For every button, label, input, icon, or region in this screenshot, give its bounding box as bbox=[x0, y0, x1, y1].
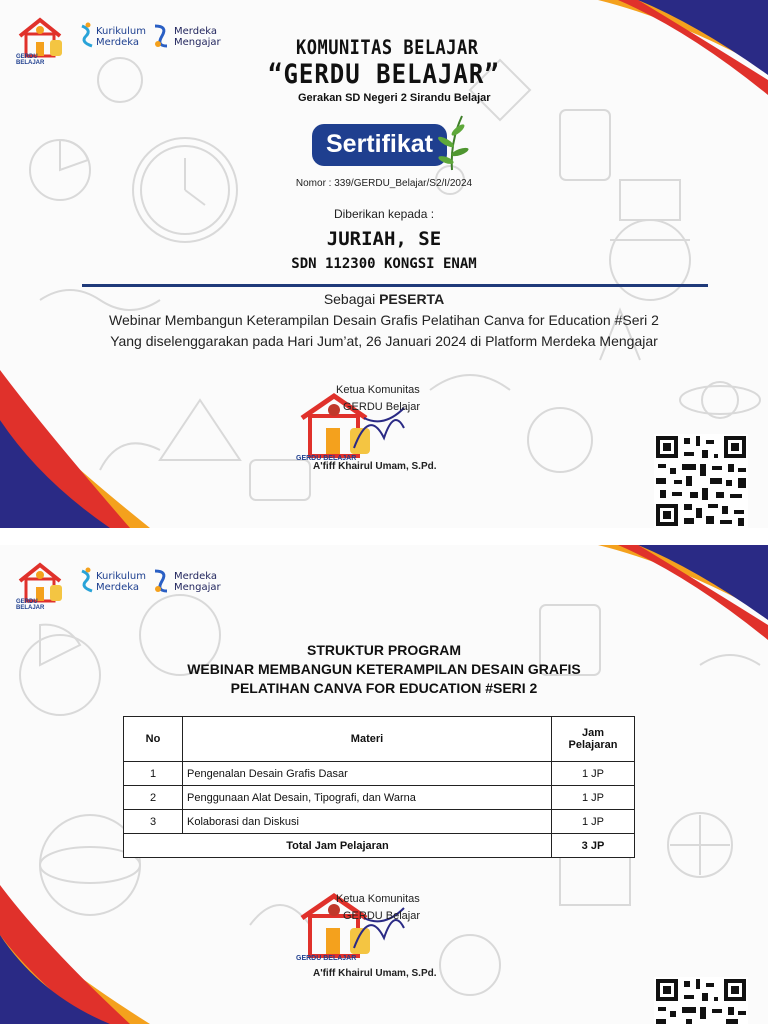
col-jp-header bbox=[552, 717, 635, 762]
recipient-school: SDN 112300 KONGSI ENAM bbox=[291, 256, 477, 272]
col-materi-header: Materi bbox=[183, 717, 552, 762]
community-name: “GERDU BELAJAR” bbox=[268, 58, 500, 90]
certificate-number: Nomor : 339/GERDU_Belajar/S2/I/2024 bbox=[295, 178, 473, 189]
row-no: 2 bbox=[124, 786, 183, 810]
stamp-label: GERDU BELAJAR bbox=[296, 455, 357, 462]
program-table bbox=[123, 716, 635, 858]
bottom-left-swoosh-2 bbox=[0, 875, 150, 1024]
row-no: 1 bbox=[124, 762, 183, 786]
merdeka-label-2: Mengajar bbox=[174, 37, 221, 48]
col-no-header: No bbox=[124, 717, 183, 762]
recipient-name: JURIAH, SE bbox=[326, 228, 442, 250]
program-heading-1: STRUKTUR PROGRAM bbox=[307, 642, 461, 658]
table-row bbox=[124, 786, 635, 810]
row-jp: 1 JP bbox=[552, 786, 635, 810]
role-prefix: Sebagai bbox=[323, 291, 376, 307]
row-jp: 1 JP bbox=[552, 762, 635, 786]
row-materi: Kolaborasi dan Diskusi bbox=[183, 810, 552, 834]
row-jp: 1 JP bbox=[552, 810, 635, 834]
certificate-badge: Sertifikat bbox=[312, 124, 447, 166]
col-jp-header-1: Jam bbox=[581, 727, 605, 739]
total-label: Total Jam Pelajaran bbox=[124, 834, 552, 858]
table-total-row bbox=[124, 834, 635, 858]
kurikulum-label-1: Kurikulum bbox=[96, 26, 146, 37]
kurikulum-label-2b: Merdeka bbox=[96, 582, 139, 593]
merdeka-mengajar-icon-2 bbox=[152, 567, 170, 593]
divider-line bbox=[82, 284, 708, 287]
col-jp-header-2: Pelajaran bbox=[568, 739, 618, 751]
row-materi: Pengenalan Desain Grafis Dasar bbox=[183, 762, 552, 786]
kurikulum-label-1b: Kurikulum bbox=[96, 571, 146, 582]
merdeka-label-2b: Mengajar bbox=[174, 582, 221, 593]
total-value: 3 JP bbox=[552, 834, 635, 858]
kurikulum-merdeka-icon bbox=[78, 22, 96, 48]
signer-title-1: Ketua Komunitas bbox=[336, 384, 420, 396]
gerdu-logo-label: GERDU BELAJAR bbox=[16, 54, 45, 66]
leaf-icon bbox=[432, 112, 472, 172]
merdeka-label-1: Merdeka bbox=[174, 26, 217, 37]
program-heading-2: WEBINAR MEMBANGUN KETERAMPILAN DESAIN GRAFIS bbox=[187, 661, 581, 677]
table-header-row bbox=[124, 717, 635, 762]
given-to-label: Diberikan kepada : bbox=[333, 207, 435, 221]
row-no: 3 bbox=[124, 810, 183, 834]
row-materi: Penggunaan Alat Desain, Tipografi, dan Warna bbox=[183, 786, 552, 810]
table-row bbox=[124, 762, 635, 786]
table-row bbox=[124, 810, 635, 834]
community-label: KOMUNITAS BELAJAR bbox=[296, 36, 479, 60]
gerdu-logo-label-2: GERDU BELAJAR bbox=[16, 599, 45, 611]
kurikulum-label-2: Merdeka bbox=[96, 37, 139, 48]
role-line bbox=[0, 291, 768, 307]
signer-name-2: A'fiff Khairul Umam, S.Pd. bbox=[313, 968, 437, 979]
community-tagline: Gerakan SD Negeri 2 Sirandu Belajar bbox=[298, 92, 491, 104]
qr-code-icon-2 bbox=[654, 977, 748, 1024]
bottom-left-swoosh bbox=[0, 360, 150, 528]
page-gap bbox=[0, 528, 768, 545]
signer-name: A'fiff Khairul Umam, S.Pd. bbox=[313, 461, 437, 472]
signer-title-2b: GERDU Belajar bbox=[343, 910, 421, 922]
held-line: Yang diselenggarakan pada Hari Jum’at, 26 Januari 2024 di Platform Merdeka Mengajar bbox=[110, 333, 658, 349]
role: PESERTA bbox=[379, 291, 445, 307]
program-structure-page bbox=[0, 545, 768, 1024]
signer-title-1b: Ketua Komunitas bbox=[336, 893, 420, 905]
qr-code-icon bbox=[654, 434, 748, 528]
merdeka-label-1b: Merdeka bbox=[174, 571, 217, 582]
signer-title-2: GERDU Belajar bbox=[343, 401, 421, 413]
kurikulum-merdeka-icon-2 bbox=[78, 567, 96, 593]
merdeka-mengajar-icon bbox=[152, 22, 170, 48]
top-right-swoosh bbox=[568, 0, 768, 150]
stamp-label-2: GERDU BELAJAR bbox=[296, 955, 357, 962]
event-line: Webinar Membangun Keterampilan Desain Grafis Pelatihan Canva for Education #Seri 2 bbox=[109, 312, 659, 328]
program-heading-3: PELATIHAN CANVA FOR EDUCATION #SERI 2 bbox=[230, 680, 538, 696]
